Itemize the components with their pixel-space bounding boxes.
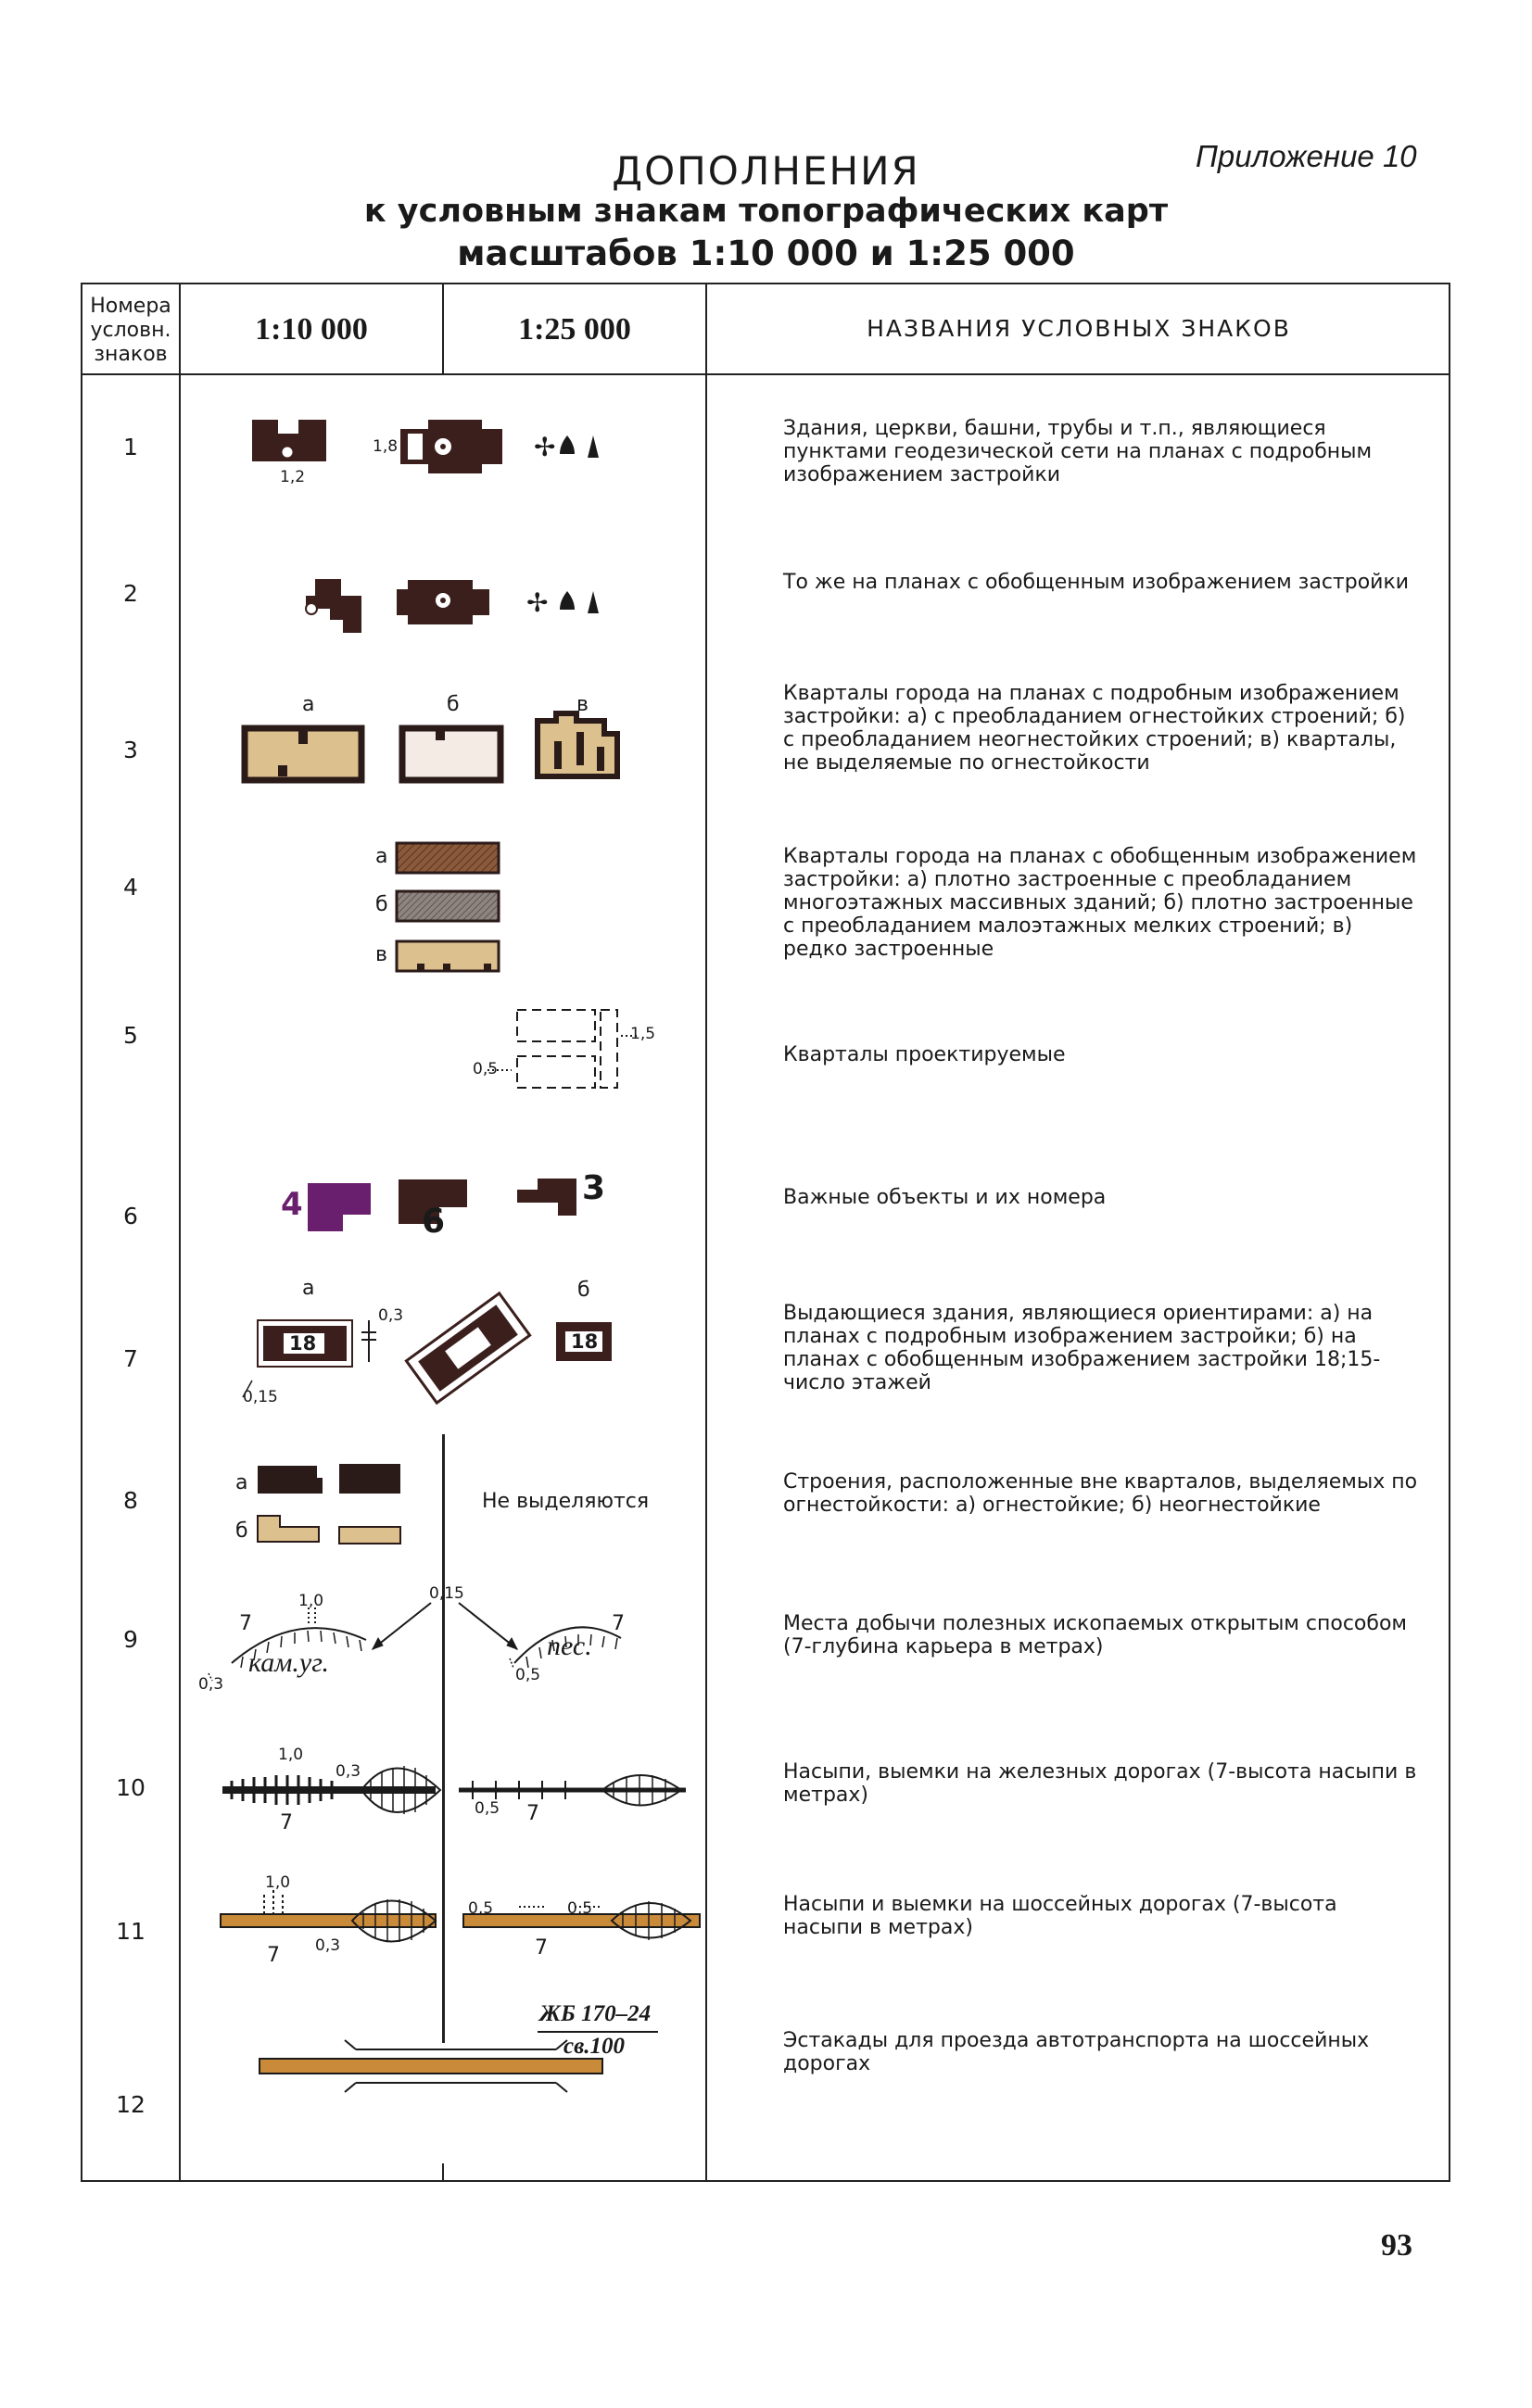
variant-label-v: в [375,943,387,966]
page-title: ДОПОЛНЕНИЯ [612,148,920,194]
overpass-load: св.100 [563,2034,626,2059]
mineral-label: пес. [547,1631,592,1661]
row-description: То же на планах с обобщенным изображением застройки [783,571,1410,594]
header-scale-10000: 1:10 000 [255,312,368,347]
svg-text:✢: ✢ [534,432,556,462]
floor-count: 15 [449,1331,486,1367]
row-description: Кварталы города на планах с обобщенным изображением застройки: а) плотно застроенные с преобладанием многоэтажных массивных зданий; б) плотно застроенные с преобладанием малоэтажных мелких строений; в) редко застроенные [783,845,1417,961]
row-description: Насыпи и выемки на шоссейных дорогах (7-высота насыпи в метрах) [783,1893,1337,1939]
variant-label-a: а [375,845,388,868]
railway-embankment-symbol [222,1766,686,1814]
row-description: Эстакады для проезда автотранспорта на шоссейных дорогах [783,2029,1370,2075]
header-scale-25000: 1:25 000 [518,312,631,347]
svg-text:✢: ✢ [526,587,549,618]
row-number: 9 [123,1626,138,1653]
row-description: Кварталы проектируемые [783,1043,1066,1066]
dim-label: 0,3 [198,1675,224,1694]
variant-label-b: б [577,1279,590,1302]
row-description: Места добычи полезных ископаемых открытым способом (7-глубина карьера в метрах) [783,1612,1408,1658]
row-number: 8 [123,1487,138,1514]
row-number: 2 [123,580,138,607]
object-number: 3 [582,1169,606,1207]
dim-label: 0,5 [475,1799,500,1818]
height-label: 7 [535,1936,548,1960]
dim-label: 0,5 [567,1899,593,1918]
dim-label: 1,0 [298,1592,324,1610]
page-number: 93 [1381,2228,1412,2263]
variant-label-b: б [447,693,460,716]
variant-label-b: б [235,1519,248,1543]
depth-label: 7 [239,1612,252,1635]
highway-embankment-symbol [221,1890,700,1942]
dim-label: 0,5 [515,1666,541,1684]
city-blocks-detailed-symbol [245,713,617,780]
depth-label: 7 [612,1612,625,1635]
dim-label: 1,0 [278,1746,304,1764]
row-description: Выдающиеся здания, являющиеся ориентирами: а) на планах с подробным изображением застройки; б) на планах с обобщенным изображением застройки 18;15-число этажей [783,1302,1381,1394]
floor-count: 18 [571,1330,599,1353]
row-description: Важные объекты и их номера [783,1186,1107,1209]
dim-label: 0,3 [378,1306,404,1325]
row-number: 7 [123,1345,138,1372]
geodetic-building-generalized-symbol [306,579,599,633]
appendix-label: Приложение 10 [1196,139,1417,173]
dim-label: 1,2 [280,468,306,486]
row-description: Насыпи, выемки на железных дорогах (7-высота насыпи в метрах) [783,1760,1417,1807]
row-description: Строения, расположенные вне кварталов, выделяемых по огнестойкости: а) огнестойкие; б) неогнестойкие [783,1470,1418,1517]
row-description: Здания, церкви, башни, трубы и т.п., являющиеся пунктами геодезической сети на планах с подробным изображением застройки [783,417,1373,486]
object-number: 6 [422,1203,446,1241]
projected-blocks-symbol [487,1010,639,1088]
page-subtitle: к условным знакам топографических карт [363,193,1169,230]
dim-label: 0,3 [336,1762,361,1781]
variant-label-v: в [576,693,589,716]
outbuildings-symbol [258,1464,400,1544]
mineral-label: кам.уг. [248,1647,330,1678]
dim-label: 1,8 [373,437,399,456]
dim-label: 1,5 [630,1025,656,1043]
header-numbers: Номера условн. знаков [90,295,171,366]
dim-label: 1,0 [265,1873,291,1892]
variant-label-a: а [302,1277,315,1300]
object-number: 4 [281,1186,303,1223]
dim-label: 0,5 [468,1899,494,1918]
header-names: НАЗВАНИЯ УСЛОВНЫХ ЗНАКОВ [867,315,1291,342]
row-number: 6 [123,1203,138,1229]
row-description: Кварталы города на планах с подробным изображением застройки: а) с преобладанием огнестойких строений; б) с преобладанием неогнестойких строений; в) кварталы, не выделяемые по огнестойкости [783,682,1406,775]
dim-label: 0,15 [429,1584,464,1603]
row-number: 10 [116,1774,146,1801]
geodetic-building-symbol [252,420,599,473]
variant-label-a: а [235,1471,248,1494]
not-shown-label: Не выделяются [482,1490,650,1513]
city-blocks-generalized-symbol [397,843,499,971]
height-label: 7 [267,1944,280,1967]
page-scales: масштабов 1:10 000 и 1:25 000 [457,233,1075,273]
dim-label: 0,15 [243,1388,278,1406]
variant-label-a: а [302,693,315,716]
row-number: 11 [116,1918,146,1945]
row-number: 4 [123,874,138,901]
dim-label: 0,5 [473,1060,499,1078]
floor-count: 18 [289,1332,317,1355]
dim-label: 0,3 [315,1936,341,1955]
row-number: 1 [123,434,138,460]
row-number: 3 [123,737,138,763]
overpass-code: ЖБ 170–24 [539,2001,652,2026]
row-number: 12 [116,2091,146,2118]
height-label: 7 [280,1811,293,1834]
row-number: 5 [123,1022,138,1049]
variant-label-b: б [375,893,388,916]
height-label: 7 [526,1802,539,1825]
